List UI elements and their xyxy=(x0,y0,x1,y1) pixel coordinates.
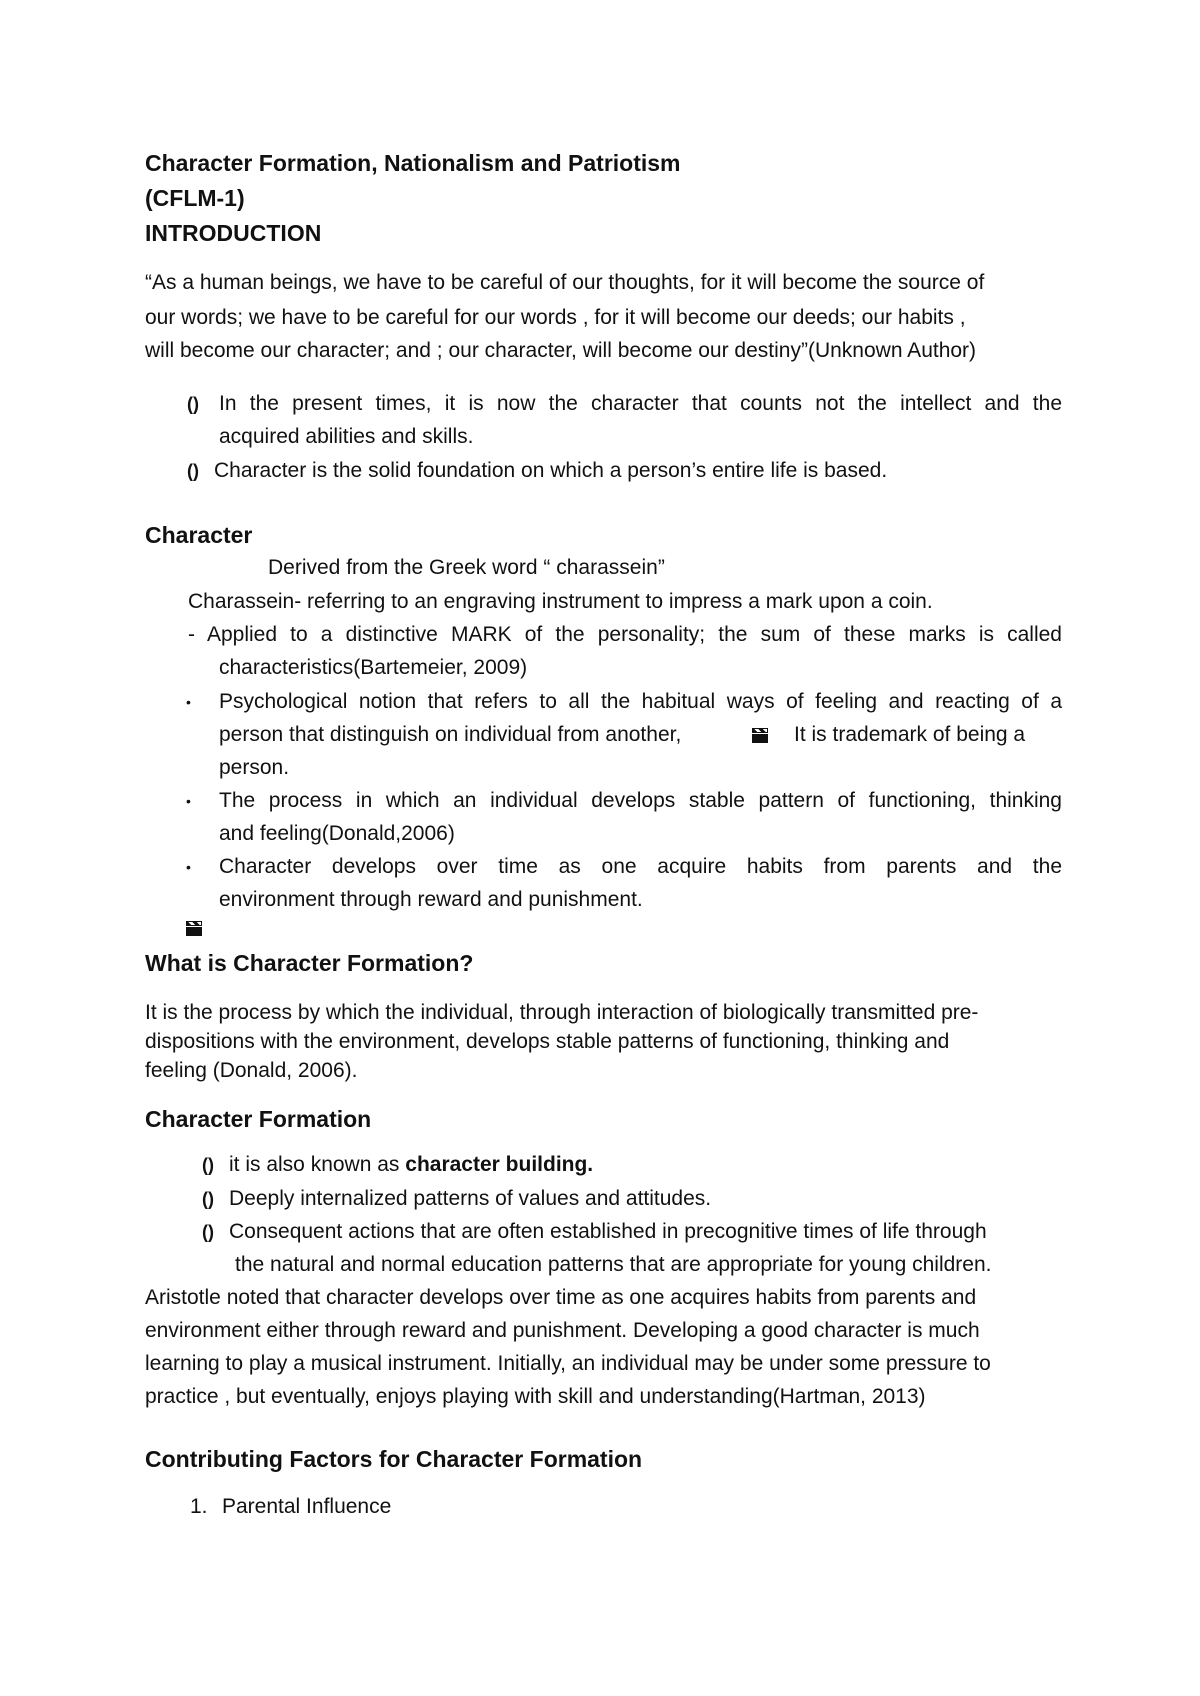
intro-point-2: Character is the solid foundation on which a person’s entire life is based. xyxy=(214,459,888,482)
charassein-line: Charassein- referring to an engraving instrument to impress a mark upon a coin. xyxy=(188,590,933,613)
intro-point-1-line-1: In the present times, it is now the character that counts not the intellect and the xyxy=(219,392,1062,415)
dot-bullet-icon: • xyxy=(186,793,191,809)
char-point-3-line-1: Character develops over time as one acquire habits from parents and the xyxy=(219,855,1062,878)
cf-point-3-line-1: Consequent actions that are often established in precognitive times of life through xyxy=(229,1220,987,1243)
char-point-2-line-2: and feeling(Donald,2006) xyxy=(219,822,455,845)
dot-bullet-icon: • xyxy=(186,859,191,875)
character-heading: Character xyxy=(145,522,253,548)
what-line-1: It is the process by which the individual, through interaction of biologically transmitted pre- xyxy=(145,1001,979,1024)
quote-line-1: “As a human beings, we have to be careful of our thoughts, for it will become the source of xyxy=(145,271,985,294)
applied-line-1: - Applied to a distinctive MARK of the personality; the sum of these marks is called xyxy=(188,623,1062,646)
cf-heading: Character Formation xyxy=(145,1106,372,1132)
char-point-2-line-1: The process in which an individual develops stable pattern of functioning, thinking xyxy=(219,789,1062,812)
doc-code: (CFLM-1) xyxy=(145,185,245,211)
cf-point-1 xyxy=(229,1152,593,1178)
circle-bullet-icon: () xyxy=(202,1189,214,1209)
char-point-1-line-1: Psychological notion that refers to all the habitual ways of feeling and reacting of a xyxy=(219,690,1062,713)
char-point-3-line-2: environment through reward and punishment. xyxy=(219,888,643,911)
circle-bullet-icon: () xyxy=(202,1222,214,1242)
dot-bullet-icon: • xyxy=(186,694,191,710)
aristotle-line-2: environment either through reward and punishment. Developing a good character is much xyxy=(145,1319,980,1342)
factor-number: 1. xyxy=(190,1495,208,1518)
cf-point-1-bold: character building. xyxy=(405,1153,594,1176)
doc-title: Character Formation, Nationalism and Patriotism xyxy=(145,150,681,176)
cf-point-1-prefix: it is also known as xyxy=(229,1153,400,1176)
factors-heading: Contributing Factors for Character Formation xyxy=(145,1446,643,1472)
aristotle-line-4: practice , but eventually, enjoys playing with skill and understanding(Hartman, 2013) xyxy=(145,1385,926,1408)
clapperboard-icon xyxy=(752,728,768,742)
circle-bullet-icon: () xyxy=(202,1155,214,1175)
what-line-3: feeling (Donald, 2006). xyxy=(145,1059,358,1082)
clapperboard-icon xyxy=(186,921,202,935)
char-point-1-line-2b: It is trademark of being a xyxy=(794,723,1026,746)
what-heading: What is Character Formation? xyxy=(145,950,474,976)
what-line-2: dispositions with the environment, develops stable patterns of functioning, thinking and xyxy=(145,1030,950,1053)
intro-point-1-line-2: acquired abilities and skills. xyxy=(219,425,474,448)
char-point-1-line-2: person that distinguish on individual from another, xyxy=(219,723,682,746)
cf-point-3-line-2: the natural and normal education patterns that are appropriate for young children. xyxy=(235,1253,992,1276)
quote-line-3: will become our character; and ; our character, will become our destiny”(Unknown Author) xyxy=(145,339,977,362)
factor-label: Parental Influence xyxy=(222,1495,392,1518)
char-point-1-line-3: person. xyxy=(219,756,290,779)
aristotle-line-1: Aristotle noted that character develops over time as one acquires habits from parents and xyxy=(145,1286,977,1309)
cf-point-2: Deeply internalized patterns of values and attitudes. xyxy=(229,1187,712,1210)
aristotle-line-3: learning to play a musical instrument. Initially, an individual may be under some pressure to xyxy=(145,1352,991,1375)
derived-line: Derived from the Greek word “ charassein” xyxy=(268,556,665,579)
circle-bullet-icon: () xyxy=(187,461,199,481)
quote-line-2: our words; we have to be careful for our words , for it will become our deeds; our habits , xyxy=(145,306,966,329)
circle-bullet-icon: () xyxy=(187,394,199,414)
applied-line-2: characteristics(Bartemeier, 2009) xyxy=(219,656,528,679)
intro-heading: INTRODUCTION xyxy=(145,220,322,246)
